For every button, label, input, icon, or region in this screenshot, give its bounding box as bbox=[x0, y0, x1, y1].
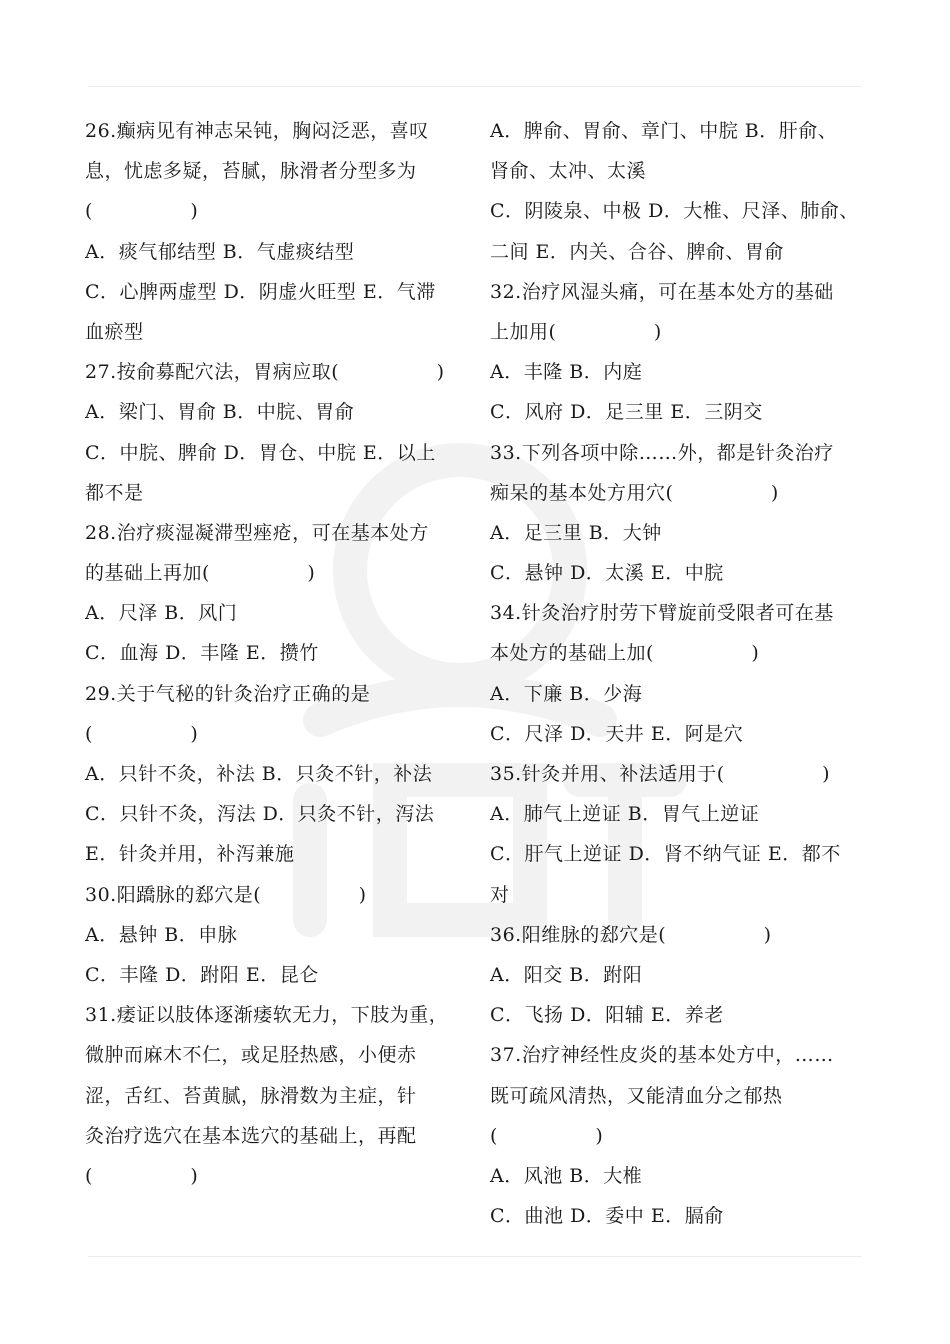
text-line: 33.下列各项中除……外，都是针灸治疗 bbox=[490, 441, 834, 464]
text-line: A．足三里 B．大钟 bbox=[490, 521, 662, 544]
text-line: 灸治疗选穴在基本选穴的基础上，再配 bbox=[85, 1124, 417, 1147]
text-line: C．只针不灸，泻法 D．只灸不针，泻法 bbox=[85, 803, 435, 826]
text-line: 35.针灸并用、补法适用于( ) bbox=[490, 763, 831, 785]
text-line: ( ) bbox=[85, 1164, 199, 1187]
text-line: C．血海 D．丰隆 E．攒竹 bbox=[85, 642, 319, 665]
text-line: C．尺泽 D．天井 E．阿是穴 bbox=[490, 722, 744, 745]
text-line: A．阳交 B．跗阳 bbox=[490, 963, 643, 986]
text-line: C．心脾两虚型 D．阴虚火旺型 E．气滞 bbox=[85, 280, 436, 303]
text-line: 26.癫病见有神志呆钝，胸闷泛恶，喜叹 bbox=[85, 120, 429, 142]
text-line: 痴呆的基本处方用穴( ) bbox=[490, 481, 779, 504]
text-line: A．痰气郁结型 B．气虚痰结型 bbox=[85, 240, 355, 263]
text-line: ( ) bbox=[85, 722, 199, 745]
text-line: 29.关于气秘的针灸治疗正确的是 bbox=[85, 682, 371, 705]
text-line: A．只针不灸，补法 B．只灸不针，补法 bbox=[85, 763, 433, 785]
text-line: 都不是 bbox=[85, 481, 144, 504]
text-line: A．肺气上逆证 B．胃气上逆证 bbox=[490, 803, 760, 826]
text-line: C．肝气上逆证 D．肾不纳气证 E．都不 bbox=[490, 843, 841, 866]
text-line: 28.治疗痰湿凝滞型痤疮，可在基本处方 bbox=[85, 521, 429, 544]
text-line: C．风府 D．足三里 E．三阴交 bbox=[490, 401, 763, 424]
text-line: 肾俞、太冲、太溪 bbox=[490, 160, 647, 183]
text-line: ( ) bbox=[85, 200, 199, 223]
text-line: C．悬钟 D．太溪 E．中脘 bbox=[490, 562, 724, 585]
left-column bbox=[85, 111, 470, 1196]
text-line: 本处方的基础上加( ) bbox=[490, 642, 760, 665]
text-line: 既可疏风清热，又能清血分之郁热 bbox=[490, 1084, 783, 1107]
text-line: A．尺泽 B．风门 bbox=[85, 602, 238, 625]
text-line: C．中脘、脾俞 D．胃仓、中脘 E．以上 bbox=[85, 441, 436, 464]
header-rule bbox=[88, 86, 862, 87]
text-line: 涩，舌红、苔黄腻，脉滑数为主症，针 bbox=[85, 1084, 417, 1107]
text-line: A．梁门、胃俞 B．中脘、胃俞 bbox=[85, 401, 355, 424]
text-line: A．风池 B．大椎 bbox=[490, 1164, 643, 1187]
text-line: 的基础上再加( ) bbox=[85, 562, 316, 585]
text-line: 31.痿证以肢体逐渐痿软无力，下肢为重， bbox=[85, 1004, 449, 1027]
text-line: 对 bbox=[490, 883, 510, 906]
text-line: 血瘀型 bbox=[85, 320, 144, 343]
text-line: A．丰隆 B．内庭 bbox=[490, 361, 643, 384]
text-line: 上加用( ) bbox=[490, 320, 662, 343]
text-line: 32.治疗风湿头痛，可在基本处方的基础 bbox=[490, 280, 834, 303]
text-line: A．脾俞、胃俞、章门、中脘 B．肝俞、 bbox=[490, 120, 838, 142]
text-line: A．下廉 B．少海 bbox=[490, 682, 643, 705]
text-line: C．飞扬 D．阳辅 E．养老 bbox=[490, 1004, 724, 1027]
text-line: 息，忧虑多疑，苔腻，脉滑者分型多为 bbox=[85, 160, 417, 183]
text-line: 27.按俞募配穴法，胃病应取( ) bbox=[85, 361, 445, 384]
text-line: C．阴陵泉、中极 D．大椎、尺泽、肺俞、 bbox=[490, 200, 859, 223]
text-line: C．丰隆 D．跗阳 E．昆仑 bbox=[85, 963, 319, 986]
text-line: 37.治疗神经性皮炎的基本处方中，…… bbox=[490, 1044, 834, 1067]
text-line: ( ) bbox=[490, 1124, 604, 1147]
text-line: 36.阳维脉的郄穴是( ) bbox=[490, 923, 772, 946]
footer-rule bbox=[88, 1256, 862, 1257]
text-line: 34.针灸治疗肘劳下臂旋前受限者可在基 bbox=[490, 602, 834, 625]
text-line: 30.阳蹻脉的郄穴是( ) bbox=[85, 883, 367, 906]
text-line: C．曲池 D．委中 E．膈俞 bbox=[490, 1205, 724, 1228]
right-column bbox=[490, 111, 875, 1236]
text-line: A．悬钟 B．申脉 bbox=[85, 923, 238, 946]
text-line: E．针灸并用，补泻兼施 bbox=[85, 843, 295, 866]
text-line: 二间 E．内关、合谷、脾俞、胃俞 bbox=[490, 240, 784, 263]
text-line: 微肿而麻木不仁，或足胫热感，小便赤 bbox=[85, 1044, 417, 1067]
